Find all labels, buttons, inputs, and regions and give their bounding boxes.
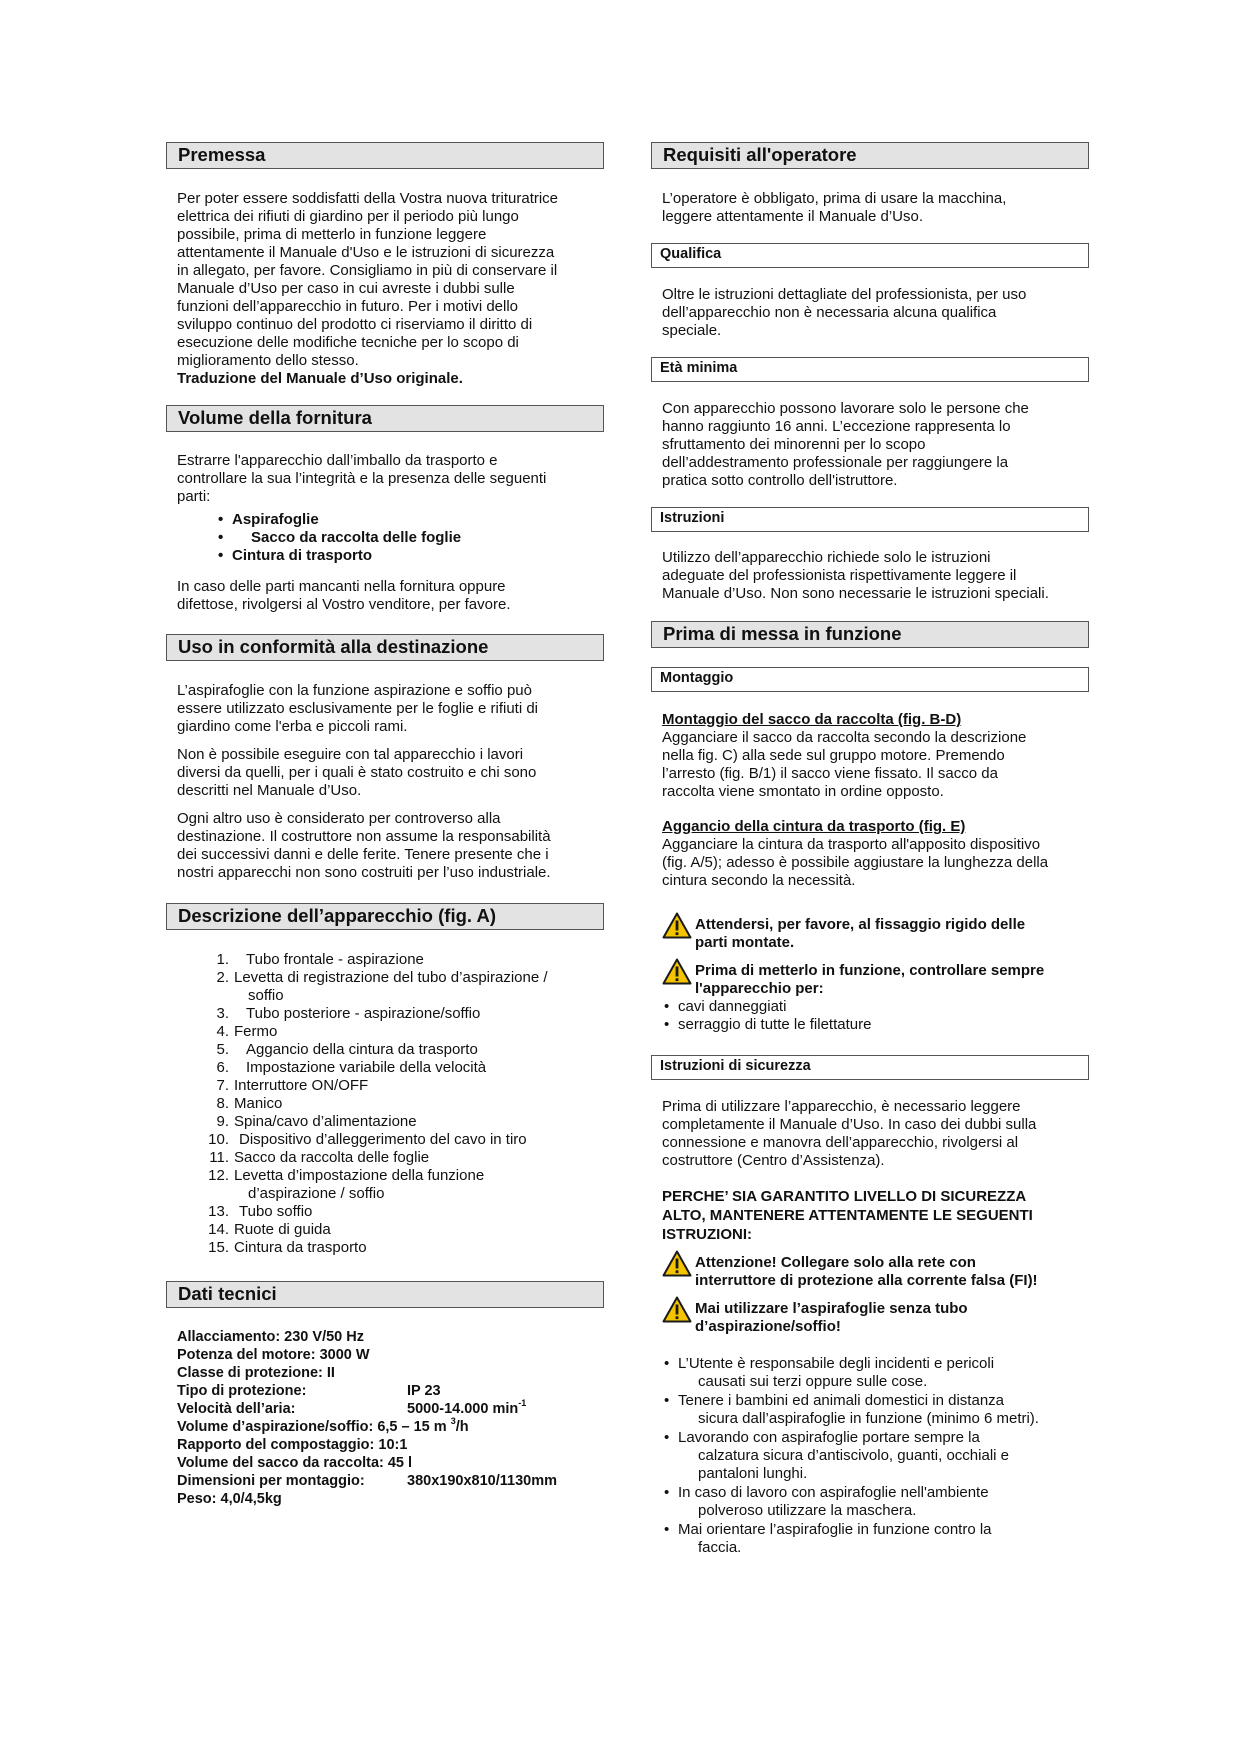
text-line: difettose, rivolgersi al Vostro venditore, per favore.	[177, 596, 511, 613]
section-header-volume: Volume della fornitura	[166, 405, 604, 432]
uso-text	[166, 682, 604, 882]
text-line: sviluppo continuo del prodotto ci riserviamo il diritto di	[177, 316, 533, 333]
text-line: controllare la sua l’integrità e la presenza delle seguenti	[177, 470, 547, 487]
warning-line: d’aspirazione/soffio!	[695, 1318, 841, 1335]
warning-line: parti montate.	[695, 934, 795, 951]
warning-line: Prima di metterlo in funzione, controllare sempre	[695, 962, 1045, 979]
caps-line: ISTRUZIONI:	[662, 1226, 752, 1243]
list-item: 6. Impostazione variabile della velocità	[216, 1059, 487, 1076]
warning-icon	[662, 912, 692, 939]
list-item: 11. Sacco da raccolta delle foglie	[209, 1149, 430, 1166]
text-line: (fig. A/5); adesso è possibile aggiustare la lunghezza della	[662, 854, 1049, 871]
spec-value: IP 23	[407, 1383, 441, 1399]
list-item: • Sacco da raccolta delle foglie	[216, 529, 600, 547]
text-line: destinazione. Il costruttore non assume la responsabilità	[177, 828, 551, 845]
text-line: parti:	[177, 488, 211, 505]
list-item: 12. Levetta d’impostazione della funzione d’aspirazione / soffio	[208, 1167, 485, 1202]
montaggio-heading: Montaggio del sacco da raccolta (fig. B-D)	[662, 711, 962, 728]
technical-data	[166, 1328, 604, 1508]
text-line: Oltre le istruzioni dettagliate del professionista, per uso	[662, 286, 1027, 303]
section-header-premessa: Premessa	[166, 142, 604, 169]
warning-icon	[662, 1296, 692, 1323]
list-item: 9. Spina/cavo d’alimentazione	[216, 1113, 417, 1130]
text-line: completamente il Manuale d’Uso. In caso dei dubbi sulla	[662, 1116, 1037, 1133]
text-line: Prima di utilizzare l’apparecchio, è necessario leggere	[662, 1098, 1021, 1115]
warning-check	[662, 962, 1085, 998]
text-line: miglioramento dello stesso.	[177, 352, 359, 369]
spec-row: Peso: 4,0/4,5kg	[177, 1491, 282, 1507]
section-header-requisiti: Requisiti all'operatore	[651, 142, 1089, 169]
spec-value: 380x190x810/1130mm	[407, 1473, 557, 1489]
text-line: descritti nel Manuale d’Uso.	[177, 782, 362, 799]
text-line: pratica sotto controllo dell'istruttore.	[662, 472, 898, 489]
section-header-dati: Dati tecnici	[166, 1281, 604, 1308]
text-line: raccolta viene smontato in ordine opposto.	[662, 783, 944, 800]
list-item: • In caso di lavoro con aspirafoglie nell'ambiente polveroso utilizzare la maschera.	[662, 1484, 1085, 1520]
list-item: 2. Levetta di registrazione del tubo d’aspirazione / soffio	[216, 969, 548, 1004]
text-line: sfruttamento dei minorenni per lo scopo	[662, 436, 926, 453]
subsection-header-sicurezza: Istruzioni di sicurezza	[651, 1055, 1089, 1080]
list-item: 10. Dispositivo d’alleggerimento del cavo in tiro	[208, 1131, 527, 1148]
warning-icon	[662, 958, 692, 985]
list-item: 4. Fermo	[216, 1023, 278, 1040]
premessa-text	[166, 190, 604, 388]
caps-line: PERCHE’ SIA GARANTITO LIVELLO DI SICUREZZA	[662, 1188, 1027, 1205]
list-item: • Tenere i bambini ed animali domestici in distanza sicura dall’aspirafoglie in funzione (minimo 6 metri).	[662, 1392, 1085, 1428]
list-item: 8. Manico	[216, 1095, 283, 1112]
text-line: Per poter essere soddisfatti della Vostra nuova trituratrice	[177, 190, 559, 207]
spec-row: Rapporto del compostaggio: 10:1	[177, 1437, 408, 1453]
check-list	[662, 998, 1085, 1034]
section-header-descrizione: Descrizione dell’apparecchio (fig. A)	[166, 903, 604, 930]
text-line: dei successivi danni e delle ferite. Tenere presente che i	[177, 846, 549, 863]
warning-line: Attenzione! Collegare solo alla rete con	[695, 1254, 976, 1271]
eta-text	[651, 400, 1089, 490]
text-line: Ogni altro uso è considerato per controverso alla	[177, 810, 501, 827]
list-item: • Lavorando con aspirafoglie portare sempre la calzatura sicura d’antiscivolo, guanti, occhiali e pantaloni lunghi.	[662, 1429, 1085, 1483]
text-line: Agganciare la cintura da trasporto all'apposito dispositivo	[662, 836, 1041, 853]
text-line: essere utilizzato esclusivamente per le foglie e rifiuti di	[177, 700, 539, 717]
safety-list	[662, 1355, 1085, 1557]
list-item: • Mai orientare l’aspirafoglie in funzione contro la faccia.	[662, 1521, 1085, 1557]
text-line: connessione e manovra dell’apparecchio, rivolgersi al	[662, 1134, 1019, 1151]
list-item: • L’Utente è responsabile degli incidenti e pericoli causati sui terzi oppure sulle cose.	[662, 1355, 1085, 1391]
list-item: 7. Interruttore ON/OFF	[216, 1077, 369, 1094]
list-item: 13. Tubo soffio	[208, 1203, 313, 1220]
translation-note: Traduzione del Manuale d’Uso originale.	[177, 370, 463, 387]
warning-fixing	[662, 916, 1085, 952]
subsection-header-montaggio: Montaggio	[651, 667, 1089, 692]
text-line: dell’addestramento professionale per raggiungere la	[662, 454, 1009, 471]
spec-label: Dimensioni per montaggio:	[177, 1473, 365, 1489]
warning-line: Mai utilizzare l’aspirafoglie senza tubo	[695, 1300, 968, 1317]
text-line: nella fig. C) alla sede sul gruppo motore. Premendo	[662, 747, 1005, 764]
text-line: Con apparecchio possono lavorare solo le persone che	[662, 400, 1029, 417]
text-line: Estrarre l'apparecchio dall’imballo da trasporto e	[177, 452, 498, 469]
warning-tube	[662, 1300, 1085, 1336]
spec-row: Volume del sacco da raccolta: 45 l	[177, 1455, 413, 1471]
aggancio-heading: Aggancio della cintura da trasporto (fig. E)	[662, 818, 966, 835]
text-line: diversi da quelli, per i quali è stato costruito e chi sono	[177, 764, 537, 781]
list-item: 14. Ruote di guida	[208, 1221, 331, 1238]
section-header-prima: Prima di messa in funzione	[651, 621, 1089, 648]
text-line: giardino come l'erba e piccoli rami.	[177, 718, 408, 735]
text-line: costruttore (Centro d’Assistenza).	[662, 1152, 885, 1169]
requisiti-text	[651, 190, 1089, 226]
list-item: • Aspirafoglie	[216, 511, 600, 529]
text-line: in allegato, per favore. Consigliamo in più di conservare il	[177, 262, 558, 279]
caps-line: ALTO, MANTENERE ATTENTAMENTE LE SEGUENTI	[662, 1207, 1033, 1224]
text-line: leggere attentamente il Manuale d’Uso.	[662, 208, 923, 225]
list-item: • cavi danneggiati	[662, 998, 1085, 1016]
list-item: 5. Aggancio della cintura da trasporto	[216, 1041, 478, 1058]
volume-text	[166, 452, 604, 614]
list-item: 3. Tubo posteriore - aspirazione/soffio	[216, 1005, 481, 1022]
warning-line: l'apparecchio per:	[695, 980, 824, 997]
subsection-header-eta: Età minima	[651, 357, 1089, 382]
montaggio-text	[651, 711, 1089, 1034]
parts-description-list	[206, 951, 604, 1257]
spec-row: Allacciamento: 230 V/50 Hz	[177, 1329, 364, 1345]
warning-fi	[662, 1254, 1085, 1290]
text-line: Manuale d’Uso per caso in cui avreste i dubbi sulle	[177, 280, 515, 297]
spec-value: 5000-14.000 $\min^{-1}$	[407, 1398, 527, 1417]
text-line: L’operatore è obbligato, prima di usare la macchina,	[662, 190, 1007, 207]
text-line: l’arresto (fig. B/1) il sacco viene fissato. Il sacco da	[662, 765, 998, 782]
sicurezza-text	[651, 1098, 1089, 1557]
spec-row: Volume d’aspirazione/soffio: 6,5 – 15 m $^3$/h	[177, 1416, 469, 1435]
text-line: nostri apparecchi non sono costruiti per l’uso industriale.	[177, 864, 551, 881]
spec-row: Classe di protezione: II	[177, 1365, 335, 1381]
text-line: cintura secondo la necessità.	[662, 872, 856, 889]
text-line: Utilizzo dell’apparecchio richiede solo le istruzioni	[662, 549, 991, 566]
istruzioni-text	[651, 549, 1089, 603]
section-header-uso: Uso in conformità alla destinazione	[166, 634, 604, 661]
technical-data-table	[177, 1328, 557, 1508]
supplied-parts-list	[216, 511, 600, 565]
warning-icon	[662, 1250, 692, 1277]
warning-line: interruttore di protezione alla corrente falsa (FI)!	[695, 1272, 1038, 1289]
text-line: Manuale d’Uso. Non sono necessarie le istruzioni speciali.	[662, 585, 1049, 602]
text-line: esecuzione delle modifiche tecniche per lo scopo di	[177, 334, 519, 351]
text-line: Non è possibile eseguire con tal apparecchio i lavori	[177, 746, 524, 763]
warning-line: Attendersi, per favore, al fissaggio rigido delle	[695, 916, 1026, 933]
spec-label: Velocità dell’aria:	[177, 1401, 296, 1417]
text-line: funzioni dell’apparecchio in futuro. Per i motivi dello	[177, 298, 519, 315]
text-line: hanno raggiunto 16 anni. L’eccezione rappresenta lo	[662, 418, 1011, 435]
list-item: 1. Tubo frontale - aspirazione	[216, 951, 424, 968]
text-line: attentamente il Manuale d'Uso e le istruzioni di sicurezza	[177, 244, 555, 261]
list-item: • Cintura di trasporto	[216, 547, 600, 565]
text-line: elettrica dei rifiuti di giardino per il periodo più lungo	[177, 208, 519, 225]
text-line: Agganciare il sacco da raccolta secondo la descrizione	[662, 729, 1027, 746]
subsection-header-qualifica: Qualifica	[651, 243, 1089, 268]
text-line: L’aspirafoglie con la funzione aspirazione e soffio può	[177, 682, 532, 699]
text-line: speciale.	[662, 322, 722, 339]
text-line: possibile, prima di metterlo in funzione leggere	[177, 226, 487, 243]
subsection-header-istruzioni: Istruzioni	[651, 507, 1089, 532]
text-line: dell’apparecchio non è necessaria alcuna qualifica	[662, 304, 997, 321]
spec-label: Tipo di protezione:	[177, 1383, 307, 1399]
text-line: adeguate del professionista rispettivamente leggere il	[662, 567, 1017, 584]
list-item: 15. Cintura da trasporto	[208, 1239, 367, 1256]
list-item: • serraggio di tutte le filettature	[662, 1016, 1085, 1034]
qualifica-text	[651, 286, 1089, 340]
spec-row: Potenza del motore: 3000 W	[177, 1347, 370, 1363]
text-line: In caso delle parti mancanti nella fornitura oppure	[177, 578, 506, 595]
